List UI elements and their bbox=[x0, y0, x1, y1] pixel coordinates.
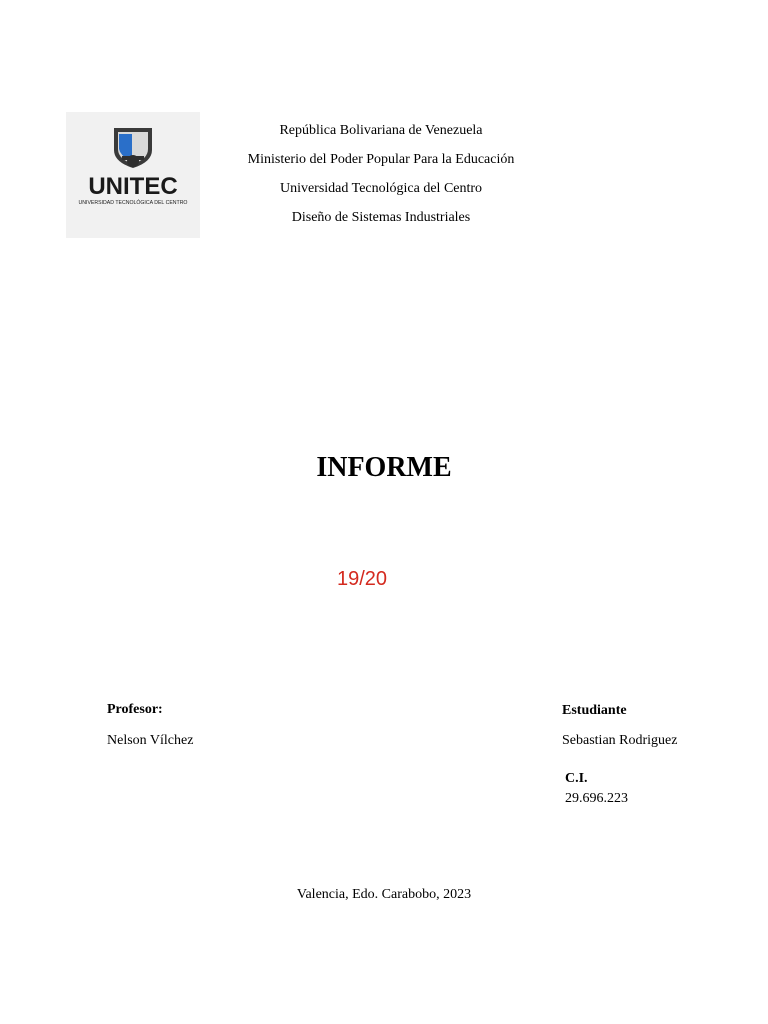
unitec-logo-graphic bbox=[66, 112, 200, 238]
student-name: Sebastian Rodriguez bbox=[562, 733, 678, 748]
header-line-university: Universidad Tecnológica del Centro bbox=[279, 181, 483, 196]
header-line-ministry: Ministerio del Poder Popular Para la Educación bbox=[247, 152, 515, 167]
grade-score: 19/20 bbox=[336, 568, 388, 590]
student-id-label: C.I. bbox=[565, 771, 588, 786]
header-line-republic: República Bolivariana de Venezuela bbox=[279, 123, 483, 138]
professor-label: Profesor: bbox=[107, 702, 163, 717]
student-label: Estudiante bbox=[562, 703, 627, 718]
professor-name: Nelson Vílchez bbox=[107, 733, 194, 748]
location-date: Valencia, Edo. Carabobo, 2023 bbox=[296, 887, 472, 902]
header-line-course: Diseño de Sistemas Industriales bbox=[291, 210, 471, 225]
student-id-value: 29.696.223 bbox=[565, 791, 628, 806]
logo-wordmark: UNITEC bbox=[88, 173, 178, 200]
logo-subtitle: UNIVERSIDAD TECNOLÓGICA DEL CENTRO bbox=[78, 200, 188, 206]
university-logo bbox=[66, 112, 200, 238]
institution-header bbox=[200, 120, 562, 236]
document-title: INFORME bbox=[316, 452, 452, 483]
